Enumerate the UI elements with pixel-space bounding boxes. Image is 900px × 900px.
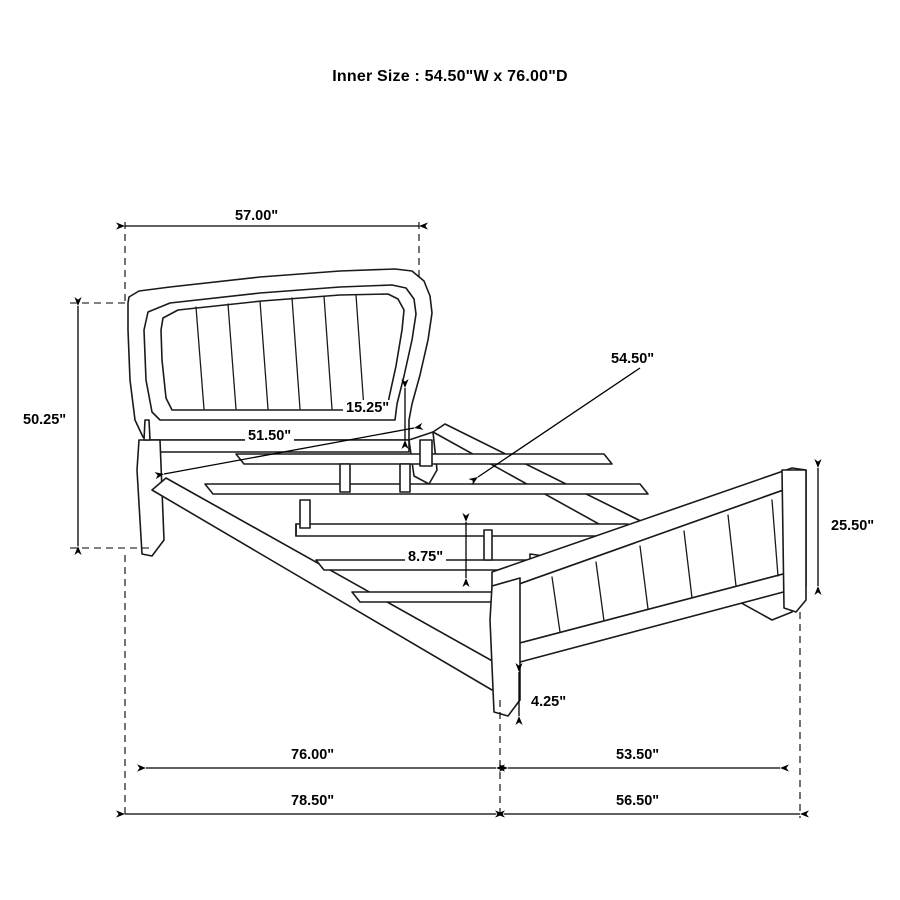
dimension-label-inner-width-callout: 54.50": [608, 351, 657, 367]
dimension-label-inner-depth: 76.00": [288, 747, 337, 763]
dimension-label-footboard-offset: 53.50": [613, 747, 662, 763]
dimension-label-headboard-panel-height: 15.25": [343, 400, 392, 416]
center-support-rail: [296, 524, 628, 536]
dimension-label-overall-length-rear: 56.50": [613, 793, 662, 809]
dimension-label-headboard-width: 57.00": [232, 208, 281, 224]
dimension-label-floor-clearance: 4.25": [528, 694, 569, 710]
dimension-label-overall-depth: 78.50": [288, 793, 337, 809]
dimension-label-footboard-height: 25.50": [828, 518, 877, 534]
footboard: [490, 468, 806, 716]
dimension-label-overall-height: 50.25": [20, 412, 69, 428]
page-title: Inner Size : 54.50"W x 76.00"D: [332, 68, 568, 85]
dimension-label-slat-clearance: 8.75": [405, 549, 446, 565]
dimension-label-headboard-panel-width: 51.50": [245, 428, 294, 444]
